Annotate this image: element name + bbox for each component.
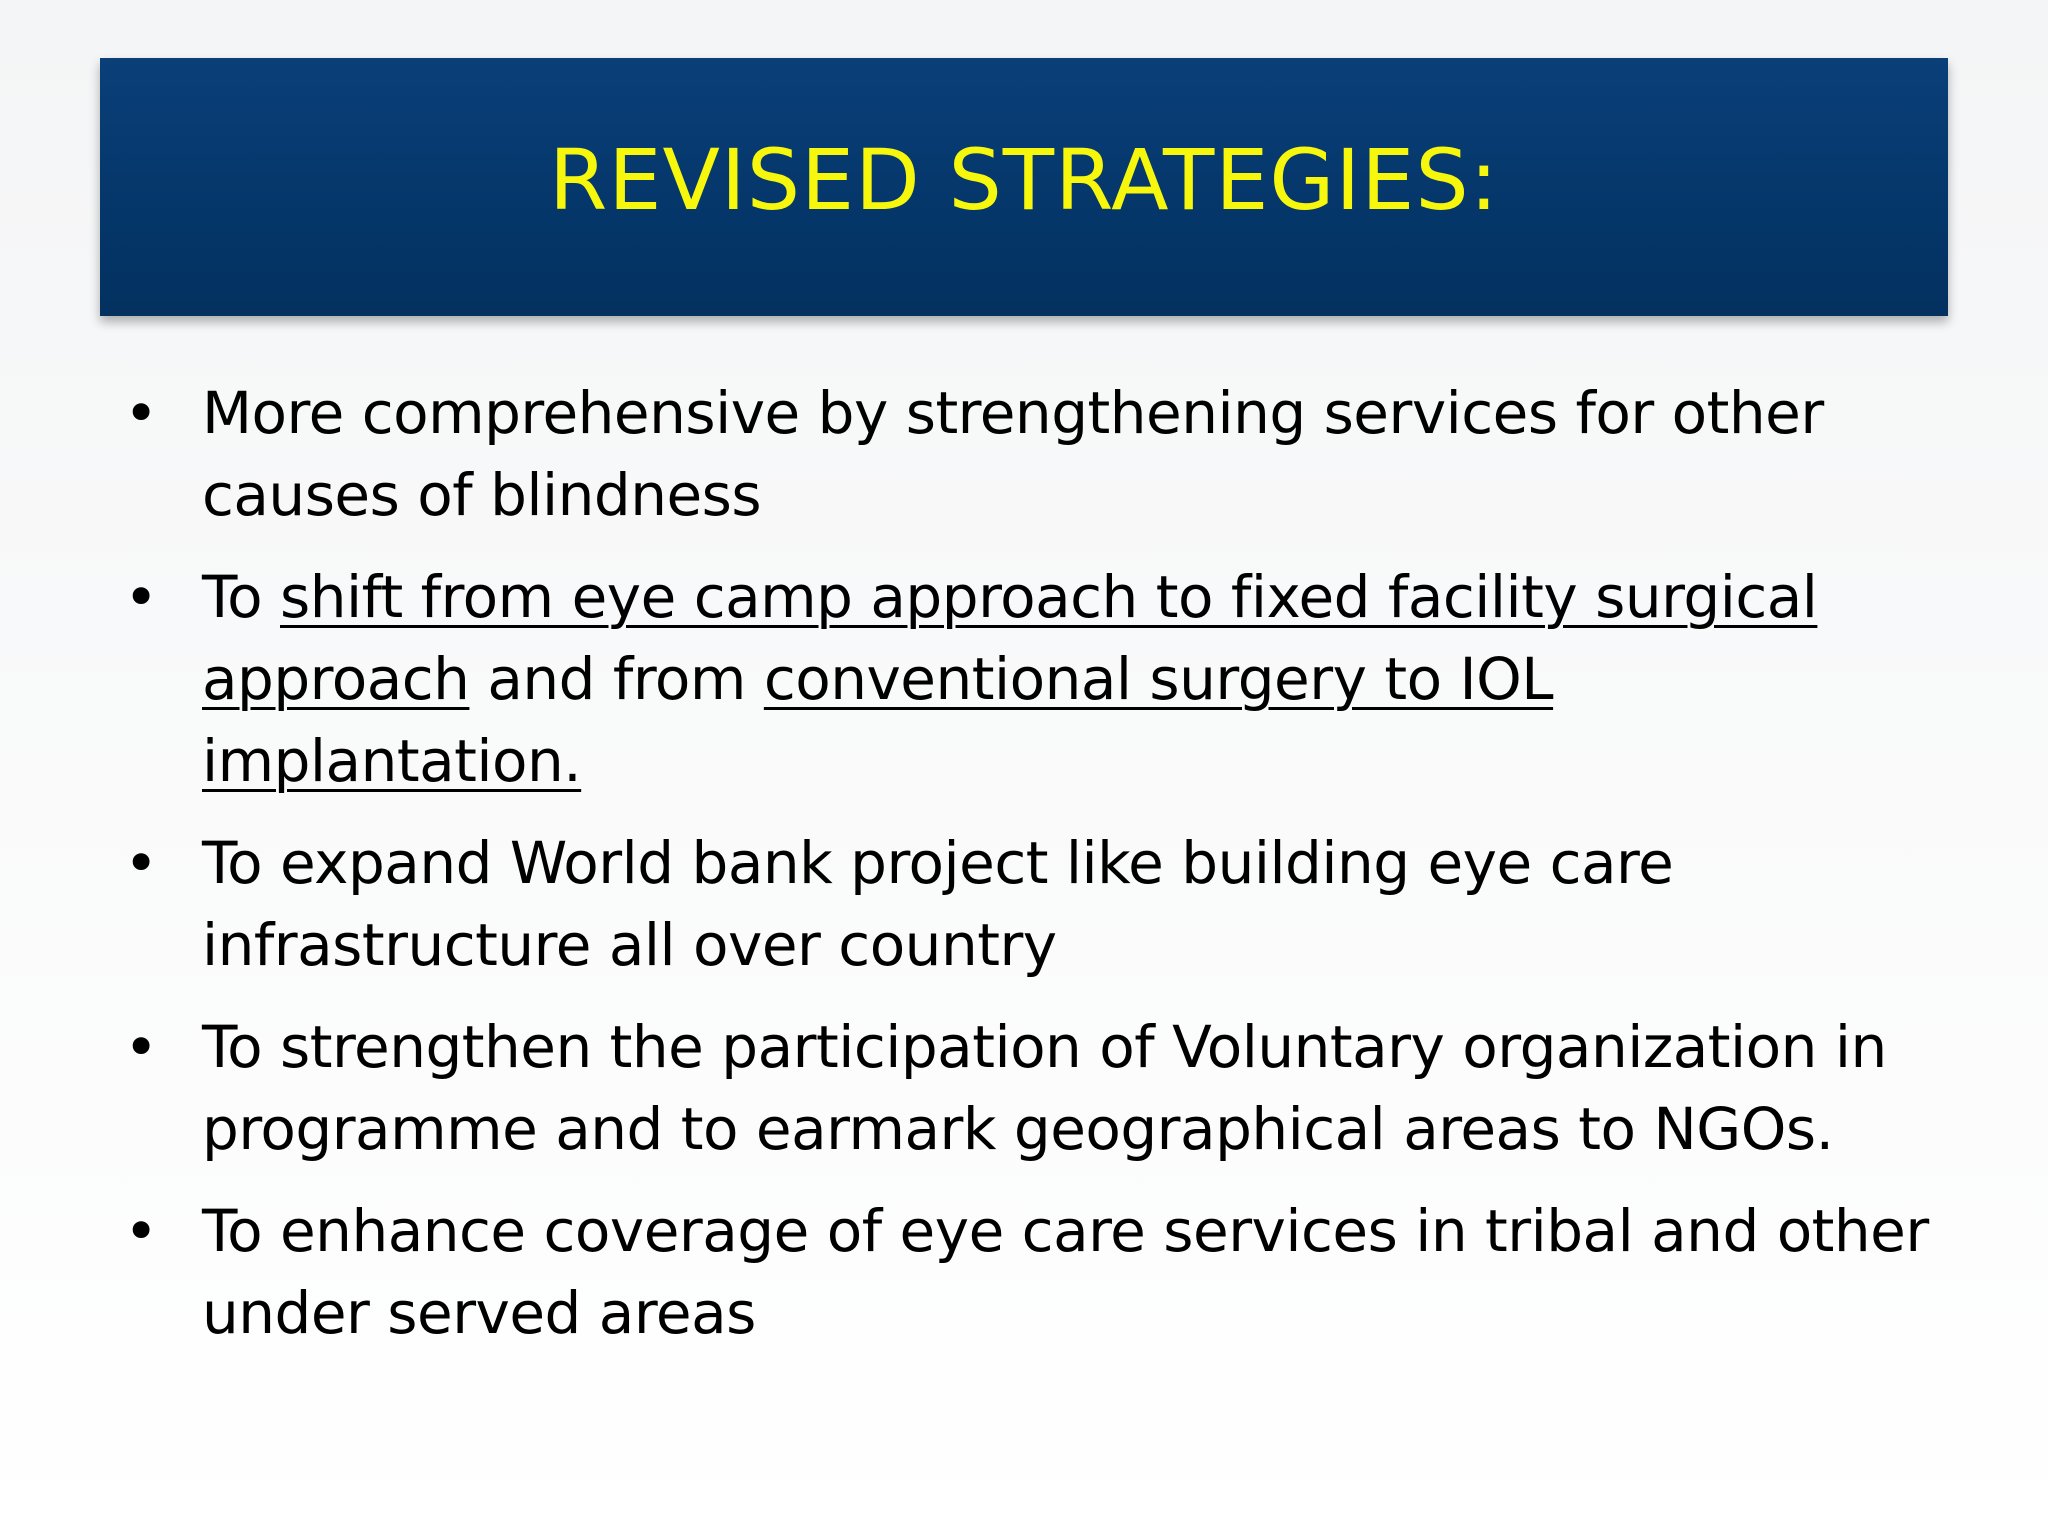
- bullet-item: [112, 556, 1942, 802]
- bullet-icon: •: [124, 563, 158, 631]
- bullet-icon: •: [124, 379, 158, 447]
- bullet-text-middle: and from: [469, 645, 764, 713]
- bullet-text: To strengthen the participation of Voluntary organization in programme and to earmark geographical areas to NGOs.: [202, 1013, 1887, 1163]
- bullet-item: [112, 372, 1942, 536]
- bullet-icon: •: [124, 1013, 158, 1081]
- title-banner: [100, 58, 1948, 316]
- bullet-text: More comprehensive by strengthening services for other causes of blindness: [202, 379, 1824, 529]
- bullet-text-prefix: To: [202, 563, 280, 631]
- bullet-icon: •: [124, 1197, 158, 1265]
- underlined-phrase: conventional surgery to IOL implantation.: [202, 645, 1554, 795]
- bullet-item: [112, 1006, 1942, 1170]
- bullet-list: [112, 372, 1942, 1374]
- bullet-item: [112, 822, 1942, 986]
- underlined-phrase: shift from eye camp approach to fixed facility surgical approach: [202, 563, 1818, 713]
- bullet-item: [112, 1190, 1942, 1354]
- bullet-text: To enhance coverage of eye care services in tribal and other under served areas: [202, 1197, 1929, 1347]
- bullet-icon: •: [124, 829, 158, 897]
- bullet-text: To expand World bank project like building eye care infrastructure all over country: [202, 829, 1674, 979]
- slide-title: REVISED STRATEGIES:: [549, 131, 1499, 229]
